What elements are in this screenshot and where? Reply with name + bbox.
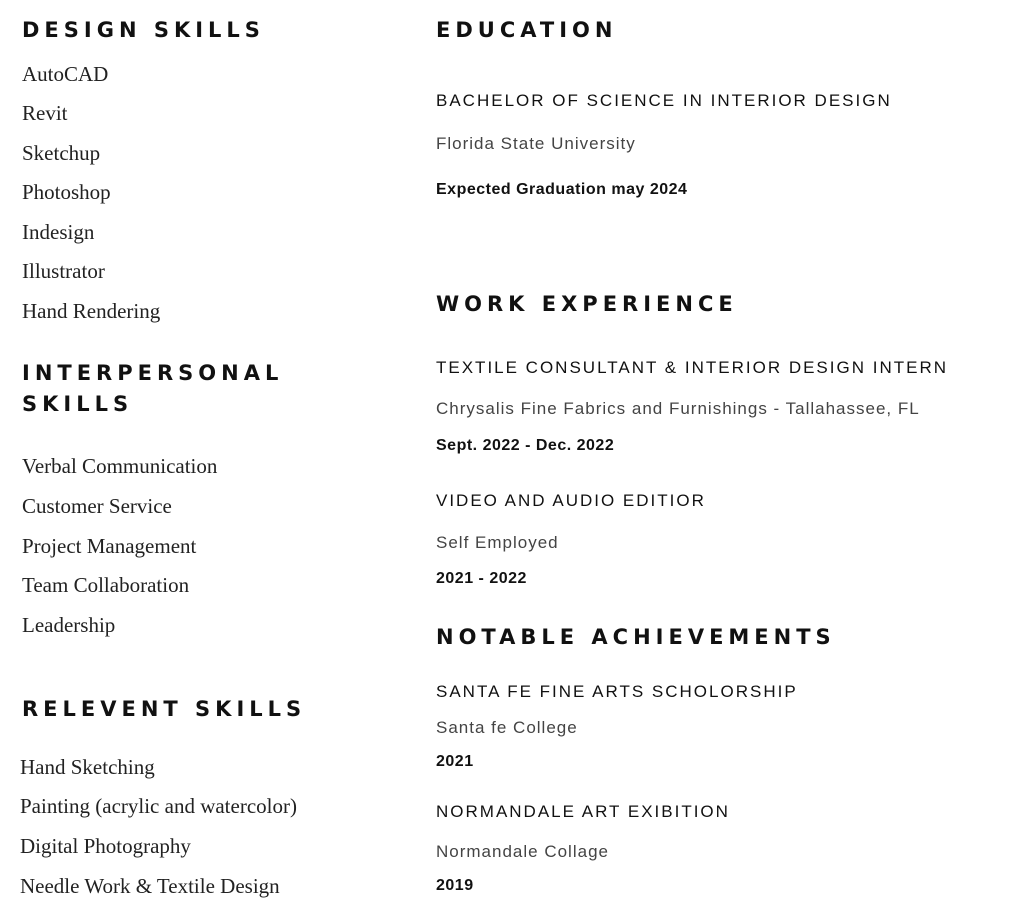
achievement-title: SANTA FE FINE ARTS SCHOLORSHIP (436, 682, 798, 701)
design-skill-item: Illustrator (22, 259, 105, 283)
job-title: VIDEO AND AUDIO EDITIOR (436, 491, 706, 510)
achievement-year: 2019 (436, 877, 474, 894)
interpersonal-skills-heading-line1: INTERPERSONAL (22, 361, 284, 385)
job-title: TEXTILE CONSULTANT & INTERIOR DESIGN INTERN (436, 358, 948, 377)
interpersonal-skill-item: Customer Service (22, 494, 172, 518)
job-dates: 2021 - 2022 (436, 570, 527, 587)
job-employer: Self Employed (436, 533, 559, 552)
interpersonal-skill-item: Leadership (22, 613, 116, 637)
interpersonal-skills-heading-line2: SKILLS (22, 392, 134, 416)
education-heading: EDUCATION (436, 18, 618, 42)
relevant-skill-item: Painting (acrylic and watercolor) (20, 794, 297, 818)
design-skill-item: Hand Rendering (22, 299, 161, 323)
job-employer: Chrysalis Fine Fabrics and Furnishings - Tallahassee, FL (436, 399, 920, 418)
job-dates: Sept. 2022 - Dec. 2022 (436, 437, 615, 454)
school-name: Florida State University (436, 134, 636, 153)
relevant-skills-heading: RELEVENT SKILLS (22, 697, 307, 721)
interpersonal-skill-item: Team Collaboration (22, 573, 190, 597)
achievement-org: Santa fe College (436, 718, 578, 737)
interpersonal-skill-item: Verbal Communication (22, 454, 218, 478)
achievement-year: 2021 (436, 753, 474, 770)
design-skill-item: AutoCAD (22, 62, 109, 86)
design-skill-item: Revit (22, 101, 68, 125)
relevant-skill-item: Needle Work & Textile Design (20, 874, 280, 898)
design-skill-item: Photoshop (22, 180, 111, 204)
work-experience-heading: WORK EXPERIENCE (436, 292, 738, 316)
design-skill-item: Indesign (22, 220, 95, 244)
achievement-org: Normandale Collage (436, 842, 609, 861)
design-skill-item: Sketchup (22, 141, 101, 165)
graduation-date: Expected Graduation may 2024 (436, 181, 688, 198)
design-skills-heading: DESIGN SKILLS (22, 18, 265, 42)
achievements-heading: NOTABLE ACHIEVEMENTS (436, 625, 836, 649)
degree-title: BACHELOR OF SCIENCE IN INTERIOR DESIGN (436, 91, 892, 110)
achievement-title: NORMANDALE ART EXIBITION (436, 802, 730, 821)
relevant-skill-item: Hand Sketching (20, 755, 155, 779)
relevant-skill-item: Digital Photography (20, 834, 191, 858)
interpersonal-skill-item: Project Management (22, 534, 197, 558)
